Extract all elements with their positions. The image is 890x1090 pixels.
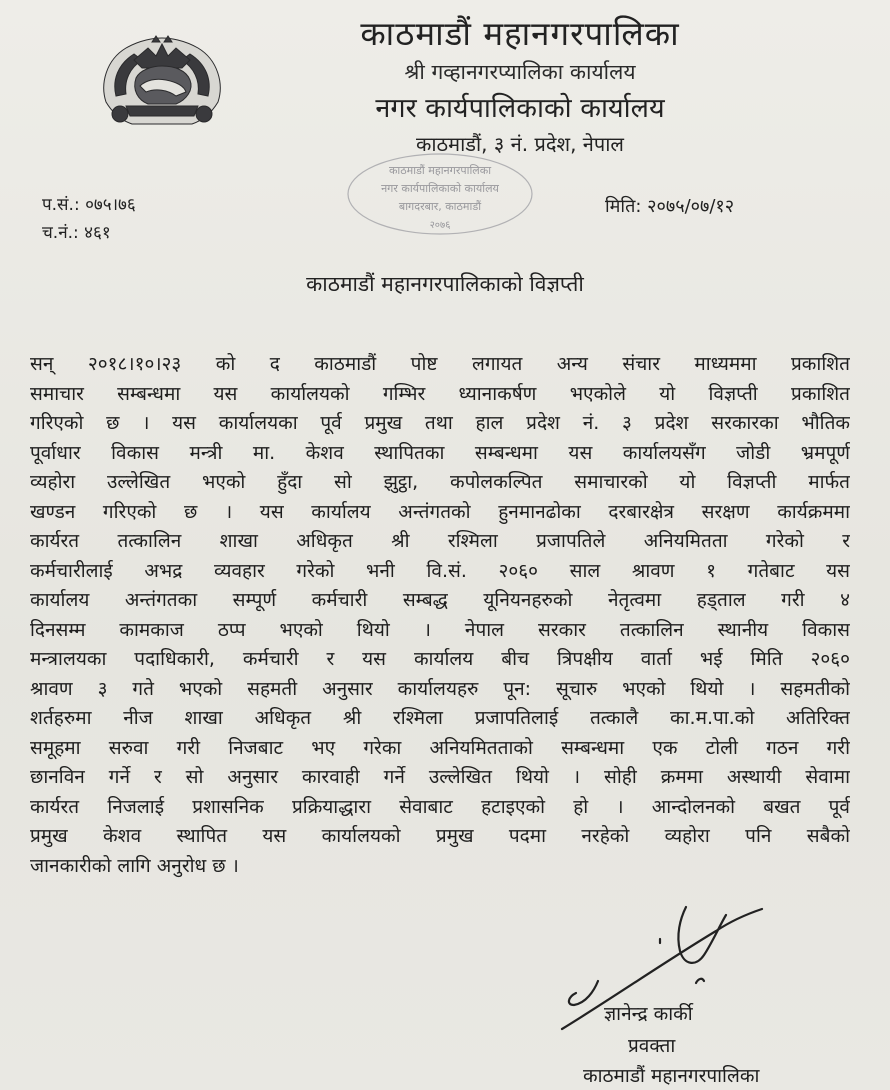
signatory-organization: काठमाडौं महानगरपालिका [583,1065,760,1087]
body-line: खण्डन गरिएको छ । यस कार्यालय अन्तंगतको हुनमानढोका दरबारक्षेत्र सरक्षण कार्यक्रममा [30,500,850,523]
body-line: कार्यालय अन्तंगतका सम्पूर्ण कर्मचारी सम्बद्ध यूनियनहरुको नेतृत्वमा हड्ताल गरी ४ [30,589,850,611]
office-address: काठमाडौं, ३ नं. प्रदेश, नेपाल [416,132,624,156]
office-seal-icon [340,150,540,240]
body-line: सन् २०१८।१०।२३ को द काठमाडौं पोष्ट लगायत अन्य संचार माध्यममा प्रकाशित [30,353,850,375]
dispatch-number: च.नं.: ४६१ [42,223,111,243]
signatory-name: ज्ञानेन्द्र कार्की [604,1003,693,1025]
body-line: कार्यरत तत्कालिन शाखा अधिकृत श्री रश्मिला प्रजापतिले अनियमितता गरेको र [30,530,850,552]
body-line: दिनसम्म कामकाज ठप्प भएको थियो । नेपाल सरकार तत्कालिन स्थानीय विकास [30,618,850,641]
body-line: प्रमुख केशव स्थापित यस कार्यालयको प्रमुख पदमा नरहेको व्यहोरा पनि सबैको [30,825,850,847]
stamp-line-1: काठमाडौं महानगरपालिका [388,164,492,177]
body-line: व्यहोरा उल्लेखित भएको हुँदा सो झुट्ठा, कपोलकल्पित समाचारको यो विज्ञप्ती मार्फत [30,471,850,493]
signatory-title: प्रवक्ता [628,1035,676,1057]
body-line: जानकारीको लागि अनुरोध छ । [30,854,239,877]
stamp-line-3: बागदरबार, काठमाडौं [398,200,482,213]
body-line: छानविन गर्ने र सो अनुसार कारवाही गर्ने उल्लेखित थियो । सोही क्रममा अस्थायी सेवामा [30,766,850,788]
notice-title: काठमाडौं महानगरपालिकाको विज्ञप्ती [306,272,584,296]
issue-date: मिति: २०७५/०७/१२ [605,196,735,217]
body-line: कर्मचारीलाई अभद्र व्यवहार गरेको भनी वि.सं. २०६० साल श्रावण १ गतेबाट यस [30,559,850,582]
stamp-line-4: २०७६ [429,220,451,231]
body-line: शर्तहरुमा नीज शाखा अधिकृत श्री रश्मिला प्रजापतिलाई तत्कालै का.म.पा.को अतिरिक्त [30,707,850,729]
body-line: गरिएको छ । यस कार्यालयका पूर्व प्रमुख तथा हाल प्रदेश नं. ३ प्रदेश सरकारका भौतिक [30,412,850,434]
notice-body [30,350,850,881]
body-line: पूर्वाधार विकास मन्त्री मा. केशव स्थापितका सम्बन्धमा यस कार्यालयसँग जोडी भ्रमपूर्ण [30,441,850,464]
reference-number: प.सं.: ०७५।७६ [42,195,136,215]
body-line: मन्त्रालयका पदाधिकारी, कर्मचारी र यस कार्यालय बीच त्रिपक्षीय वार्ता भई मिति २०६० [30,648,850,670]
stamp-line-2: नगर कार्यपालिकाको कार्यालय [381,182,499,195]
body-line: श्रावण ३ गते भएको सहमती अनुसार कार्यालयहरु पून: सूचारु भएको थियो । सहमतीको [30,677,850,700]
body-line: कार्यरत निजलाई प्रशासनिक प्रक्रियाद्धारा सेवाबाट हटाइएको हो । आन्दोलनको बखत पूर्व [30,795,850,818]
office-name: नगर कार्यपालिकाको कार्यालय [375,93,665,124]
body-line: समाचार सम्बन्धमा यस कार्यालयको गम्भिर ध्यानाकर्षण भएकोले यो विज्ञप्ती प्रकाशित [30,382,850,405]
body-line: समूहमा सरुवा गरी निजबाट भए गरेका अनियमितताको सम्बन्धमा एक टोली गठन गरी [30,736,850,759]
organization-name: काठमाडौं महानगरपालिका [360,14,680,53]
nepal-government-emblem-icon [96,34,228,132]
department-name: श्री गव्हानगरप्यालिका कार्यालय [404,60,636,84]
